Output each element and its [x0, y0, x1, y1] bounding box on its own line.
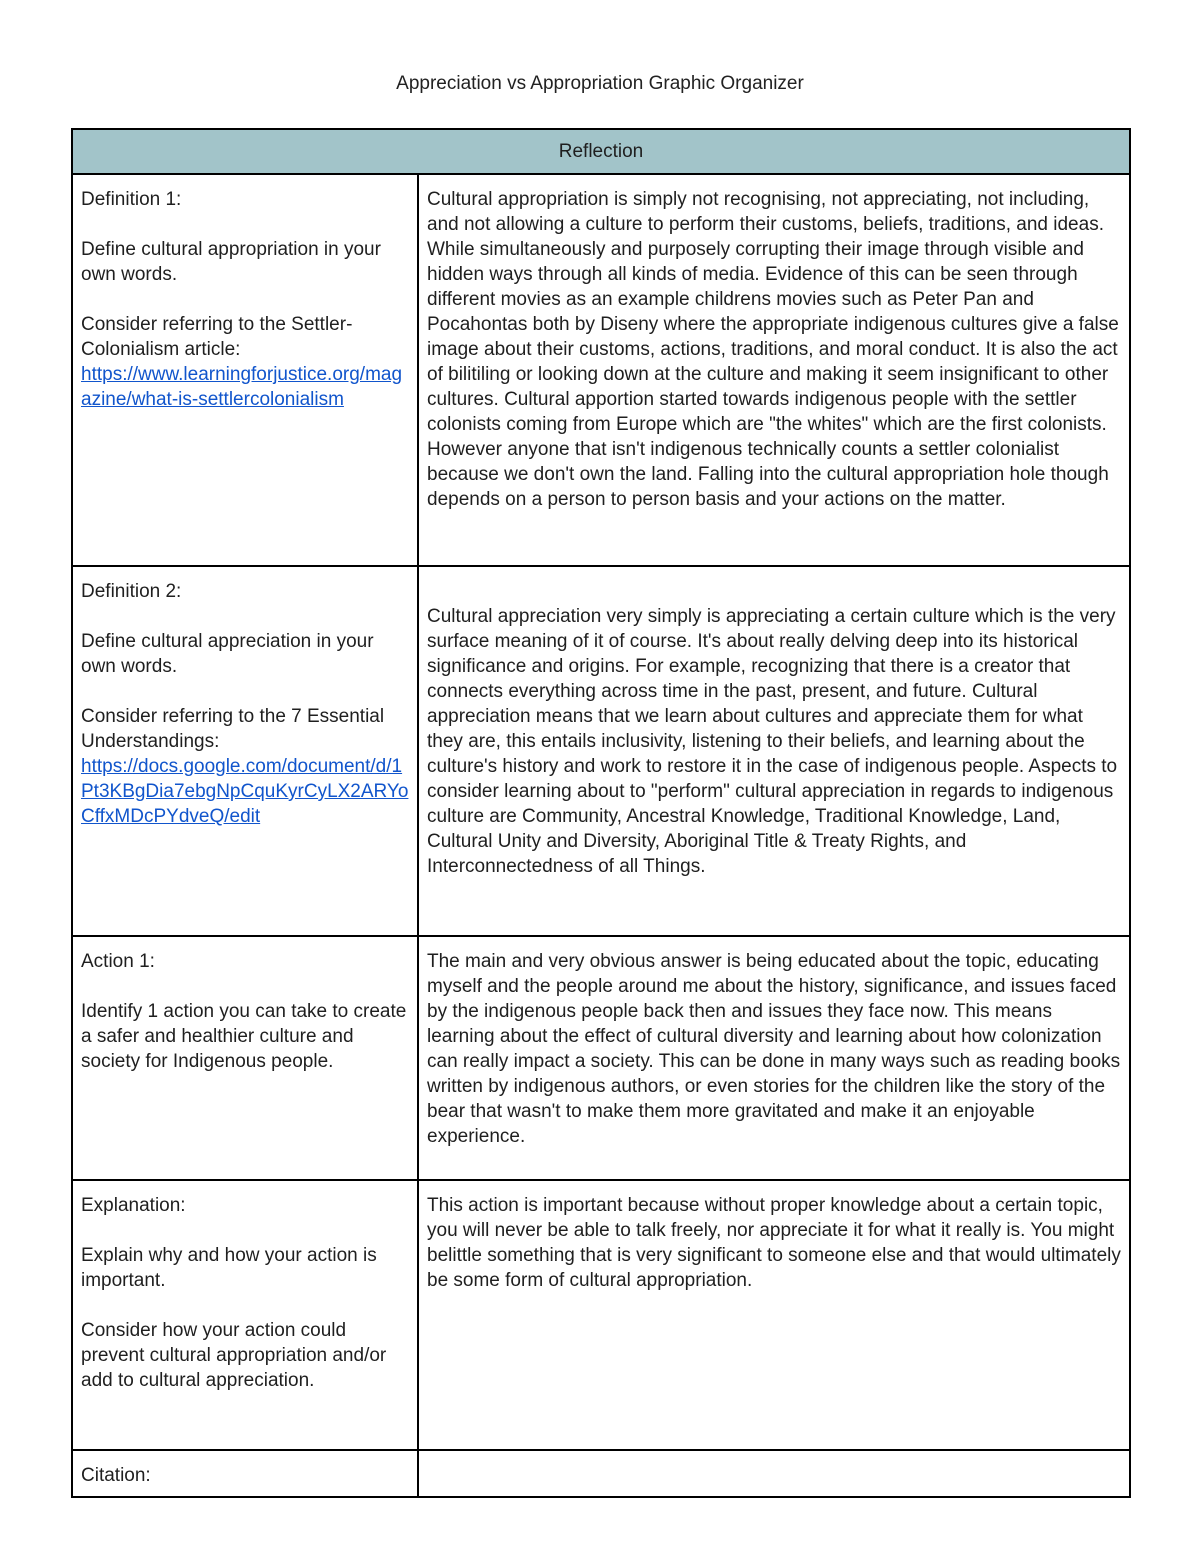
definition-2-answer: Cultural appreciation very simply is appreciating a certain culture which is the very surface meaning of it of course. It's about really delving deep into its historical significance and origins. For example, recognizing that there is a creator that connects everything across time in the past, present, and future. Cultural appreciation means that we learn about cultures and appreciate them for what they are, this entails inclusivity, listening to their beliefs, and learning about the culture's history and work to restore it in the case of indigenous people. Aspects to consider learning about to "perform" cultural appreciation in regards to indigenous culture are Community, Ancestral Knowledge, Traditional Knowledge, Land, Cultural Unity and Diversity, Aboriginal Title & Treaty Rights, and Interconnectedness of all Things. [427, 606, 1118, 877]
definition-1-hint: Consider referring to the Settler-Colonialism article: [81, 314, 353, 360]
action-1-answer: The main and very obvious answer is being educated about the topic, educating myself and the people around me about the history, significance, and issues faced by the indigenous people back then and issues they face now. This means learning about the effect of cultural diversity and learning about how colonization can really impact a society. This can be done in many ways such as reading books written by indigenous authors, or even stories for the children like the story of the bear that wasn't to make them more gravitated and make it an enjoyable experience. [427, 951, 1121, 1147]
action-1-prompt: Identify 1 action you can take to create a safer and healthier culture and society for Indigenous people. [81, 1001, 407, 1072]
definition-2-prompt-cell [72, 566, 418, 936]
explanation-prompt-cell [72, 1180, 418, 1450]
action-1-prompt-cell [72, 936, 418, 1180]
reflection-header: Reflection [72, 129, 1130, 174]
definition-1-prompt: Define cultural appropriation in your own words. [81, 239, 381, 285]
action-1-label: Action 1: [81, 951, 155, 972]
explanation-hint: Consider how your action could prevent cultural appropriation and/or add to cultural appreciation. [81, 1320, 387, 1391]
settler-colonialism-article-link[interactable]: https://www.learningforjustice.org/magazine/what-is-settlercolonialism [81, 364, 403, 410]
table-row-citation [72, 1450, 1130, 1497]
definition-2-label: Definition 2: [81, 581, 182, 602]
definition-1-label: Definition 1: [81, 189, 182, 210]
definition-2-answer-cell[interactable] [418, 566, 1130, 936]
citation-label: Citation: [81, 1465, 151, 1486]
definition-2-prompt: Define cultural appreciation in your own words. [81, 631, 374, 677]
explanation-prompt: Explain why and how your action is important. [81, 1245, 377, 1291]
definition-1-answer: Cultural appropriation is simply not recognising, not appreciating, not including, and not allowing a culture to perform their customs, beliefs, traditions, and ideas. While simultaneously and purposely corrupting their image through visible and hidden ways through all kinds of media. Evidence of this can be seen through different movies as an example childrens movies such as Peter Pan and Pocahontas both by Diseny where the appropriate indigenous cultures give a false image about their customs, actions, traditions, and moral conduct. It is also the act of bilitiling or looking down at the culture and making it seem insignificant to other cultures. Cultural apportion started towards indigenous people with the settler colonists coming from Europe which are "the whites" which are the first colonists. However anyone that isn't indigenous technically counts a settler colonialist because we don't own the land. Falling into the cultural appropriation hole though depends on a person to person basis and your actions on the matter. [427, 189, 1119, 510]
explanation-answer-cell[interactable] [418, 1180, 1130, 1450]
graphic-organizer-table [71, 128, 1131, 1498]
table-row-definition-1 [72, 174, 1130, 566]
document-title: Appreciation vs Appropriation Graphic Organizer [396, 73, 804, 94]
definition-1-prompt-cell [72, 174, 418, 566]
citation-answer-cell[interactable] [418, 1450, 1130, 1497]
definition-2-hint: Consider referring to the 7 Essential Understandings: [81, 706, 385, 752]
citation-prompt-cell [72, 1450, 418, 1497]
explanation-answer: This action is important because without proper knowledge about a certain topic, you will never be able to talk freely, nor appreciate it for what it really is. You might belittle something that is very significant to someone else and that would ultimately be some form of cultural appropriation. [427, 1195, 1121, 1291]
essential-understandings-link[interactable]: https://docs.google.com/document/d/1Pt3KBgDia7ebgNpCquKyrCyLX2ARYoCffxMDcPYdveQ/edit [81, 756, 409, 827]
explanation-label: Explanation: [81, 1195, 186, 1216]
table-row-explanation [72, 1180, 1130, 1450]
table-row-action-1 [72, 936, 1130, 1180]
table-row-definition-2 [72, 566, 1130, 936]
table-header-row [72, 129, 1130, 174]
definition-1-answer-cell[interactable] [418, 174, 1130, 566]
action-1-answer-cell[interactable] [418, 936, 1130, 1180]
